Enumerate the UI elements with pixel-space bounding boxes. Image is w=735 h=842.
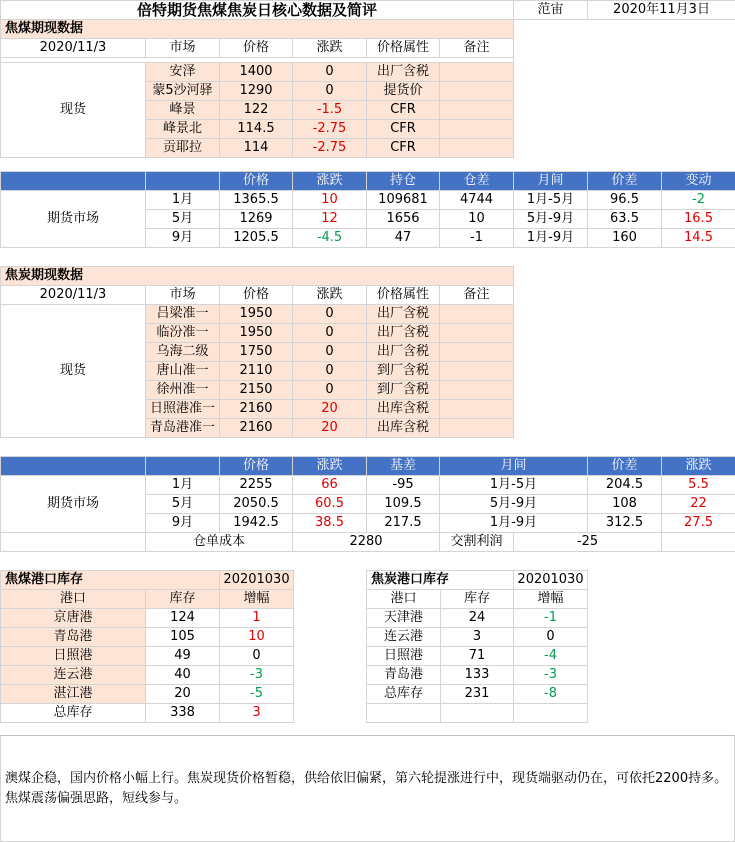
table-cell [440, 343, 514, 362]
column-header: 月间 [440, 457, 588, 476]
table-cell [440, 381, 514, 400]
column-header: 库存 [441, 590, 514, 609]
table-cell: 青岛港准一 [146, 419, 220, 438]
table-cell [440, 305, 514, 324]
table-cell: 27.5 [662, 514, 735, 533]
table-cell: 38.5 [293, 514, 367, 533]
column-header: 涨跌 [293, 172, 367, 191]
table-cell: 连云港 [367, 628, 441, 647]
table-cell: 到厂含税 [367, 381, 440, 400]
spot-row-label: 现货 [1, 63, 146, 158]
column-header: 港口 [1, 590, 146, 609]
table-cell: 10 [293, 191, 367, 210]
table-cell: 总库存 [1, 704, 146, 723]
table-cell: 1月 [146, 191, 220, 210]
table-cell: 109681 [367, 191, 440, 210]
table-cell: 49 [146, 647, 220, 666]
coke-port-inventory-table [366, 570, 588, 723]
table-cell: 109.5 [367, 495, 440, 514]
commentary-box [0, 735, 735, 842]
coking-coal-spot-table [0, 19, 514, 158]
column-header: 涨跌 [662, 457, 735, 476]
inventory-date: 20201030 [514, 571, 588, 590]
table-cell: -5 [220, 685, 294, 704]
table-cell: 0 [293, 343, 367, 362]
table-cell [367, 704, 441, 723]
table-cell [440, 63, 514, 82]
table-cell: 10 [440, 210, 514, 229]
table-cell: -1.5 [293, 101, 367, 120]
coke-futures-table [0, 456, 735, 552]
table-cell: -95 [367, 476, 440, 495]
table-cell: 到厂含税 [367, 362, 440, 381]
table-cell: 唐山准一 [146, 362, 220, 381]
table-cell: 24 [441, 609, 514, 628]
table-cell: 出库含税 [367, 400, 440, 419]
table-cell: 0 [293, 305, 367, 324]
table-cell: 5月 [146, 210, 220, 229]
table-cell: 204.5 [588, 476, 662, 495]
column-header: 涨跌 [293, 457, 367, 476]
table-cell: 1400 [220, 63, 293, 82]
table-cell: 16.5 [662, 210, 735, 229]
table-cell: 3 [220, 704, 294, 723]
spot-date: 2020/11/3 [1, 286, 146, 305]
column-header: 月间 [514, 172, 588, 191]
table-cell [1, 172, 146, 191]
section-title: 焦炭期现数据 [1, 267, 514, 286]
table-cell: 2110 [220, 362, 293, 381]
table-cell: 0 [293, 82, 367, 101]
table-cell: 0 [293, 381, 367, 400]
table-cell: -1 [440, 229, 514, 248]
table-cell [440, 120, 514, 139]
column-header: 持仓 [367, 172, 440, 191]
column-header: 库存 [146, 590, 220, 609]
table-cell: 22 [662, 495, 735, 514]
table-cell: -3 [514, 666, 588, 685]
table-cell: 114 [220, 139, 293, 158]
table-cell: 0 [220, 647, 294, 666]
table-cell: CFR [367, 139, 440, 158]
report-header [0, 0, 735, 20]
table-cell: 47 [367, 229, 440, 248]
table-cell: -2 [662, 191, 735, 210]
futures-row-label: 期货市场 [1, 191, 146, 248]
table-cell: 1月-9月 [440, 514, 588, 533]
table-cell: 5月-9月 [514, 210, 588, 229]
table-cell: 133 [441, 666, 514, 685]
column-header: 价格 [220, 172, 293, 191]
column-header: 价格 [220, 457, 293, 476]
table-cell: 60.5 [293, 495, 367, 514]
section-title: 焦煤期现数据 [1, 20, 514, 39]
table-cell: -4 [514, 647, 588, 666]
table-cell [440, 400, 514, 419]
table-cell: 1950 [220, 324, 293, 343]
futures-row-label: 期货市场 [1, 476, 146, 533]
table-cell: 连云港 [1, 666, 146, 685]
delivery-profit-label: 交割利润 [440, 533, 514, 552]
table-cell: 5.5 [662, 476, 735, 495]
table-cell [1, 533, 146, 552]
table-cell: 1月-5月 [440, 476, 588, 495]
column-header: 价格 [220, 286, 293, 305]
table-cell: 京唐港 [1, 609, 146, 628]
table-cell: 日照港 [367, 647, 441, 666]
table-cell: 9月 [146, 229, 220, 248]
table-cell: 贡耶拉 [146, 139, 220, 158]
column-header: 价格属性 [367, 286, 440, 305]
spot-row-label: 现货 [1, 305, 146, 438]
table-cell [146, 457, 220, 476]
table-cell: 天津港 [367, 609, 441, 628]
table-cell: 66 [293, 476, 367, 495]
table-cell: 1205.5 [220, 229, 293, 248]
table-cell: 峰景北 [146, 120, 220, 139]
table-cell: 105 [146, 628, 220, 647]
table-cell [440, 139, 514, 158]
table-cell: 青岛港 [1, 628, 146, 647]
table-cell: 108 [588, 495, 662, 514]
table-cell: 1290 [220, 82, 293, 101]
table-cell: 1月-5月 [514, 191, 588, 210]
table-cell: -2.75 [293, 120, 367, 139]
table-cell: 63.5 [588, 210, 662, 229]
table-cell: 338 [146, 704, 220, 723]
table-cell: 20 [146, 685, 220, 704]
table-cell: 0 [293, 362, 367, 381]
table-cell: 1269 [220, 210, 293, 229]
table-cell: 2150 [220, 381, 293, 400]
column-header: 市场 [146, 286, 220, 305]
table-cell: 0 [293, 324, 367, 343]
report-author: 范宙 [514, 1, 588, 20]
table-cell: -4.5 [293, 229, 367, 248]
table-cell: 日照港准一 [146, 400, 220, 419]
table-cell: 96.5 [588, 191, 662, 210]
table-cell: 1月-9月 [514, 229, 588, 248]
table-cell [440, 82, 514, 101]
table-cell [662, 533, 735, 552]
column-header: 价格 [220, 39, 293, 58]
table-cell: 20 [293, 419, 367, 438]
inventory-date: 20201030 [220, 571, 294, 590]
table-cell: -1 [514, 609, 588, 628]
table-cell [514, 704, 588, 723]
column-header: 备注 [440, 39, 514, 58]
column-header: 价格属性 [367, 39, 440, 58]
table-cell: 5月-9月 [440, 495, 588, 514]
table-cell: 12 [293, 210, 367, 229]
table-cell: 71 [441, 647, 514, 666]
table-cell: 217.5 [367, 514, 440, 533]
table-cell: 122 [220, 101, 293, 120]
table-cell: 10 [220, 628, 294, 647]
table-cell: 徐州准一 [146, 381, 220, 400]
table-cell: 2160 [220, 400, 293, 419]
section-title: 焦炭港口库存 [367, 571, 514, 590]
table-cell: 1750 [220, 343, 293, 362]
table-cell: 蒙5沙河驿 [146, 82, 220, 101]
commentary-text: 澳煤企稳，国内价格小幅上行。焦炭现货价格暂稳，供给依旧偏紧，第六轮提涨进行中，现货端驱动仍在，可依托2200持多。焦煤震荡偏强思路，短线参与。 [5, 771, 728, 806]
table-cell: 峰景 [146, 101, 220, 120]
table-cell [1, 457, 146, 476]
table-cell: 231 [441, 685, 514, 704]
column-header: 备注 [440, 286, 514, 305]
table-cell: 总库存 [367, 685, 441, 704]
table-cell: 1656 [367, 210, 440, 229]
warrant-cost-label: 仓单成本 [146, 533, 293, 552]
table-cell: 124 [146, 609, 220, 628]
table-cell: 160 [588, 229, 662, 248]
table-cell: 吕梁准一 [146, 305, 220, 324]
table-cell: 5月 [146, 495, 220, 514]
table-cell: -8 [514, 685, 588, 704]
column-header: 港口 [367, 590, 441, 609]
table-cell: 312.5 [588, 514, 662, 533]
coal-port-inventory-table [0, 570, 294, 723]
table-cell: CFR [367, 120, 440, 139]
table-cell: CFR [367, 101, 440, 120]
table-cell: 4744 [440, 191, 514, 210]
table-cell [440, 324, 514, 343]
table-cell: 2050.5 [220, 495, 293, 514]
table-cell: 临汾准一 [146, 324, 220, 343]
table-cell: 出厂含税 [367, 343, 440, 362]
table-cell [146, 172, 220, 191]
table-cell: 出库含税 [367, 419, 440, 438]
table-cell: 安泽 [146, 63, 220, 82]
table-cell: 乌海二级 [146, 343, 220, 362]
table-cell: 提货价 [367, 82, 440, 101]
table-cell: 1942.5 [220, 514, 293, 533]
table-cell: 20 [293, 400, 367, 419]
table-cell [440, 362, 514, 381]
table-cell: 1950 [220, 305, 293, 324]
table-cell: 1365.5 [220, 191, 293, 210]
table-cell: 9月 [146, 514, 220, 533]
table-cell: 114.5 [220, 120, 293, 139]
coke-spot-table [0, 266, 514, 438]
table-cell: 1 [220, 609, 294, 628]
table-cell: 出厂含税 [367, 324, 440, 343]
spot-date: 2020/11/3 [1, 39, 146, 58]
table-cell: 3 [441, 628, 514, 647]
table-cell: 1月 [146, 476, 220, 495]
table-cell: 0 [514, 628, 588, 647]
column-header: 变动 [662, 172, 735, 191]
table-cell [440, 101, 514, 120]
table-cell: 40 [146, 666, 220, 685]
table-cell: 出厂含税 [367, 63, 440, 82]
table-cell: 2160 [220, 419, 293, 438]
table-cell: -2.75 [293, 139, 367, 158]
column-header: 市场 [146, 39, 220, 58]
report-date: 2020年11月3日 [588, 1, 735, 20]
report-title: 倍特期货焦煤焦炭日核心数据及简评 [1, 1, 514, 20]
table-cell [440, 419, 514, 438]
warrant-cost-value: 2280 [293, 533, 440, 552]
table-cell: 湛江港 [1, 685, 146, 704]
table-cell: -3 [220, 666, 294, 685]
table-cell: 0 [293, 63, 367, 82]
table-cell: 14.5 [662, 229, 735, 248]
table-cell [441, 704, 514, 723]
column-header: 涨跌 [293, 39, 367, 58]
column-header: 价差 [588, 172, 662, 191]
table-cell: 日照港 [1, 647, 146, 666]
column-header: 价差 [588, 457, 662, 476]
column-header: 基差 [367, 457, 440, 476]
column-header: 仓差 [440, 172, 514, 191]
coking-coal-futures-table [0, 171, 735, 248]
delivery-profit-value: -25 [514, 533, 662, 552]
column-header: 增幅 [514, 590, 588, 609]
section-title: 焦煤港口库存 [1, 571, 220, 590]
table-cell: 出厂含税 [367, 305, 440, 324]
table-cell: 2255 [220, 476, 293, 495]
table-cell: 青岛港 [367, 666, 441, 685]
column-header: 增幅 [220, 590, 294, 609]
column-header: 涨跌 [293, 286, 367, 305]
